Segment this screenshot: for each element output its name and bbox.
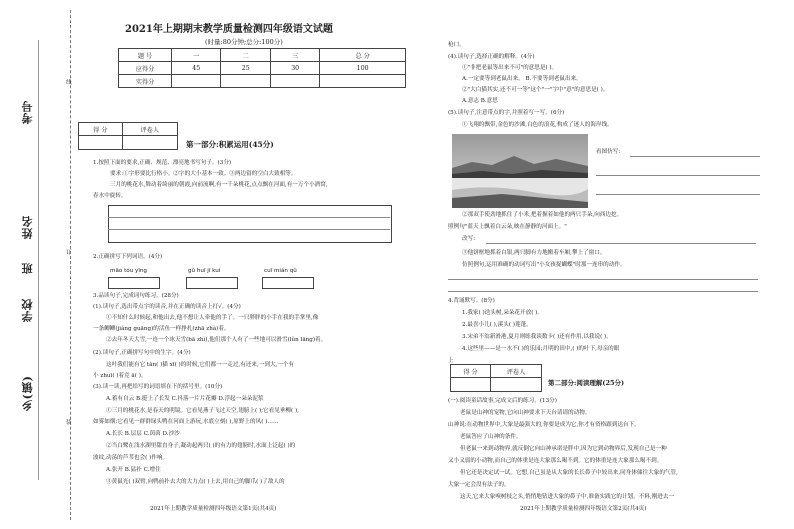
- r6: 4.背诵默写。(8分): [448, 298, 495, 304]
- footer-left: 2021年上期教学质量检测四年级语文第1页(共4页): [150, 506, 277, 512]
- q3-2a: 这叶我们能有它 tān( )猫 xī( )的时候,它们都一一走过,有还来,一到大,一个有: [106, 362, 295, 368]
- q2: 2.正确拼写下列词语。(4分): [93, 254, 163, 260]
- score-cell: 实得分: [119, 75, 172, 88]
- pinyin-1: māo tóu yīng: [110, 268, 147, 274]
- writing-grid[interactable]: [108, 205, 392, 243]
- q3-3: (3).读一读,再把给写的词语填在下的括号里。(10分): [93, 384, 223, 390]
- page-title: 2021年上期期末教学质量检测四年级语文试题: [125, 24, 333, 35]
- r6d: 4.这些里——是一水不( )的乐园;月明的田中,( )的叶下,母亲的眼: [462, 346, 620, 352]
- answer-box-3[interactable]: [262, 277, 314, 289]
- q1-text2: 春水中旋转。: [93, 193, 127, 199]
- r6e: 上: [448, 358, 454, 364]
- binding-xiangzhen: 乡(镇): [21, 375, 34, 412]
- r4: (4).读句子,选择正确的解释。(4分): [448, 54, 535, 60]
- binding-blank-lines: [38, 40, 39, 480]
- scorer-input[interactable]: [451, 378, 491, 392]
- score-cell: 30: [270, 62, 319, 75]
- q3-3b: 如雾如烟;它看见一群群绿头鸭在河面上游玩,水底立刻( ),原野上的风( )……: [93, 419, 279, 425]
- r5e: 仿照例句,运用准确的动词写出"小女孩捉蝴蝶"时那一连串的动作。: [462, 262, 626, 268]
- p9: 这天,它来大象嗅树枝之头,悄悄地钻进大象的鼻子中,准备实践它的计划。不料,刚进去一: [460, 494, 675, 500]
- q3-3a: ①三月的桃花水,是春天的明镜。它看见燕子飞过天空,翅膀上( );它看见垂柳( ),: [106, 408, 299, 414]
- q3-1a: ①不知什么时候起,和他出去,他不想让人牵他的手了。一只胖胖的小手在我的手掌里,像: [106, 315, 319, 321]
- p5: 但老鼠一来到动物界,就反倒它向山神承诺是胖中,因为它到动物界后,发现自己是一种: [460, 446, 667, 452]
- r5a: ①飞翔的飘带,金色的沙滩,白色的浪花,构成了迷人的海岸线。: [462, 122, 613, 128]
- q3-1: (1).读句子,选出带点字的读音,并在正确的读音上打√。(4分): [93, 304, 241, 310]
- q3-3-options: A.蓄有自云 B.挺上了长发 C.抖落一片片花瓣 D.浮起一朵朵泥浆: [106, 396, 264, 402]
- r4a: ①"非把老鼠等出来不可"的意思是( )。: [462, 65, 558, 71]
- scorer-label: 评卷人: [491, 365, 542, 378]
- part1-title: 第一部分:积累运用(45分): [186, 140, 274, 149]
- answer-box-1[interactable]: [108, 277, 160, 289]
- landscape-photo-svg: [452, 134, 588, 208]
- cut-mark-3: 装: [66, 420, 72, 426]
- r4b-options: A.意志 B.意思: [462, 98, 498, 104]
- q3-1b: 一条鲫鲫(jiǎng guāng)的活鱼一样挣扎(zhā zhà)着。: [93, 326, 230, 332]
- r0: 枪口。: [448, 42, 465, 48]
- r6b: 2.最喜小儿( ),溪头( )莲蓬。: [462, 322, 532, 328]
- score-cell: 25: [221, 62, 270, 75]
- scorer-label: 评卷人: [122, 123, 177, 136]
- score-cell: 三: [270, 49, 319, 62]
- scorer-label: 得 分: [79, 123, 123, 136]
- scorer-input[interactable]: [79, 136, 123, 150]
- binding-kaohao: 考号: [21, 100, 34, 124]
- answer-line[interactable]: [596, 175, 760, 176]
- score-cell: 应得分: [119, 62, 172, 75]
- binding-xuexiao: 学校: [21, 298, 34, 322]
- q3: 3.品读句子,完成词句练习。(28分): [93, 293, 179, 299]
- pinyin-2: gǔ huī jī kuí: [188, 268, 221, 274]
- r4b: ②"大白猫其实,还不可一等"这个"一"字中"意"的意思是( )。: [462, 87, 609, 93]
- answer-line[interactable]: [448, 279, 758, 280]
- score-cell: 45: [172, 62, 221, 75]
- scorer-label: 得 分: [451, 365, 491, 378]
- grid-line: [108, 217, 390, 218]
- q1-req: 要求:①字形要比行格小。②字的大小基本一致。③两边留的空白大致相等。: [110, 171, 297, 177]
- pinyin-3: cuī mián qǔ: [264, 268, 297, 274]
- score-cell: 一: [172, 49, 221, 62]
- p1: (一).阅读童话故事,完成文后的练习。(13分): [448, 398, 557, 404]
- q3-3-options3: A.张开 B.猛扑 C.增住: [106, 467, 161, 473]
- p6: 又小又弱的小动物,而自己的体重是连大象那么喝不到。它的体重是连大象那么喝不到。: [448, 458, 663, 464]
- score-cell: 100: [320, 62, 406, 75]
- score-input-cell[interactable]: [270, 75, 319, 88]
- p2: 老鼠是山神的宠物,它向山神要求下天台请请的动物。: [460, 410, 591, 416]
- r5-gaixie: 改写:: [462, 236, 476, 242]
- q1-text: 三月的桃花水,舞动着绮丽的朝霞,向前流啊,有一千朵桃花,点点飘在河面,有一万个小酒窝,: [110, 182, 328, 188]
- answer-line[interactable]: [486, 243, 756, 244]
- grid-line: [108, 229, 390, 230]
- q3-3c: ②当白鹭在浅水湖里甜直身子,凝动起两只( )的有力的翅膀时,水面上泛起( )的: [106, 443, 296, 449]
- scorer-box: [78, 122, 178, 150]
- p8: 大象一定会没有法子的。: [448, 482, 510, 488]
- r5-label: 看图仿写:: [596, 149, 621, 155]
- cut-mark-1: 线: [66, 80, 72, 86]
- scorer-box-2: [450, 364, 542, 392]
- binding-ban: 班: [21, 262, 34, 274]
- r5d: ③他饼框地抓着白银,两只脚有力地搬着车厢,攀上了窗口。: [462, 250, 606, 256]
- r4a-options: A.一定要等到老鼠出来。 B.不要等到老鼠出来。: [462, 76, 582, 82]
- page-subtitle: (时量:80分钟;总分:100分): [205, 38, 283, 46]
- score-input-cell[interactable]: [172, 75, 221, 88]
- cut-mark-2: 订: [66, 250, 72, 256]
- q3-3d: 波纹,动荡的芦苇也会( )作响。: [93, 455, 169, 461]
- q3-3-options2: A.长长 B.层层 C.茵茵 D.沙沙: [106, 431, 180, 437]
- q3-2b: 小 zhuī( )着竞 ā( )。: [93, 373, 147, 379]
- part2-title: 第二部分:阅读理解(25分): [548, 379, 625, 387]
- score-table: [118, 48, 406, 88]
- r5c: 照例句"蓝天上飘着白云朵,映在静静的河面上。": [448, 224, 567, 230]
- r5: (5).读句子,注意带点的字,并照着写一写。(6分): [448, 110, 565, 116]
- score-cell: 二: [221, 49, 270, 62]
- r5b: ②那双手使劲地抓住了小米,把着握着如他的两只手朵,向西边挖。: [462, 212, 623, 218]
- scorer-input[interactable]: [491, 378, 542, 392]
- p3: 山神说:在动物世界中,大象是最强大的,你要是成为它,你才有资格跟到达台下。: [448, 422, 640, 428]
- q1: 1.按照下面的要求,正确、规范、漂亮地书写句子。(3分): [93, 160, 232, 166]
- score-cell: 题 号: [119, 49, 172, 62]
- answer-line[interactable]: [448, 291, 758, 292]
- answer-line[interactable]: [630, 156, 760, 157]
- r6c: 3.宋弟不翁新滑港,夏月则练我谈数卡( )还有作用,以我说( )。: [462, 334, 612, 340]
- binding-xingming: 姓名: [21, 215, 34, 239]
- score-input-cell[interactable]: [221, 75, 270, 88]
- landscape-photo: [452, 134, 588, 208]
- q3-1c: ②去年冬天大雪,一连一个冰天雪(bā zhì),他们那个人有了一些地可以滑雪(lǔn lāng)着。: [106, 337, 327, 343]
- p7: 但它还是决定试一试。它想,自己虽是从大象的长长鼻子中较出来,同身体储往大象的气管,: [460, 470, 678, 476]
- q3-3e: ③黄鼠光( )双臂,向鸭前扑去大的大力点( )上去,用自己的脚爪( )了敌人的: [106, 479, 285, 485]
- score-cell: 总 分: [320, 49, 406, 62]
- scorer-input[interactable]: [122, 136, 177, 150]
- r6a: 1.我家( )迭头树,朵朵花开放( )。: [462, 310, 543, 316]
- p4: 老鼠答应了山神的条件。: [460, 434, 522, 440]
- answer-box-2[interactable]: [186, 277, 238, 289]
- answer-line[interactable]: [596, 194, 760, 195]
- footer-right: 2021年上期教学质量检测四年级语文第2页(共4页): [520, 506, 647, 512]
- q3-2: (2).读句子,正确拼写句中的生字。(4分): [93, 350, 191, 356]
- score-input-cell[interactable]: [320, 75, 406, 88]
